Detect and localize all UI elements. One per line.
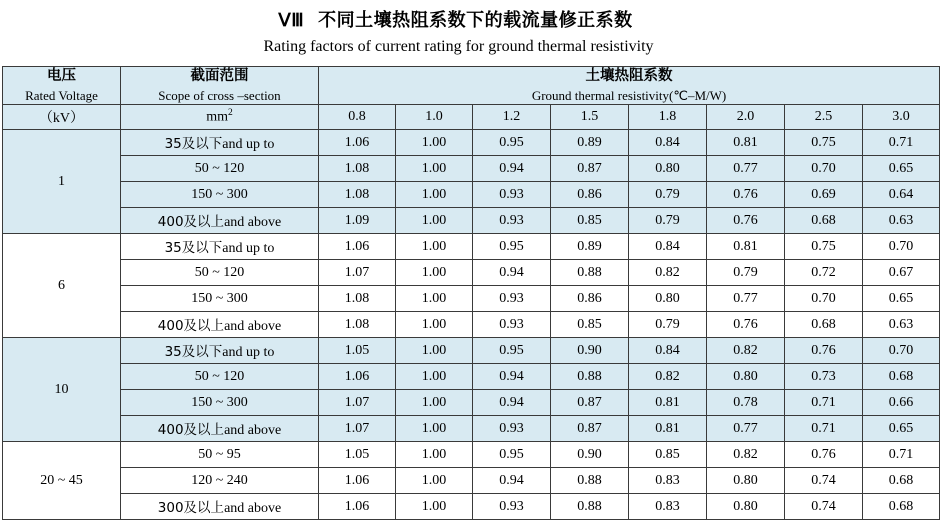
value-cell: 1.06 [319, 494, 396, 520]
value-cell: 0.66 [863, 390, 940, 416]
value-cell: 1.00 [396, 130, 473, 156]
rating-factors-table [2, 66, 940, 520]
value-cell: 0.73 [785, 364, 863, 390]
value-cell: 0.89 [551, 130, 629, 156]
value-cell: 0.83 [629, 468, 707, 494]
value-cell: 1.07 [319, 416, 396, 442]
value-cell: 0.79 [707, 260, 785, 286]
value-cell: 0.85 [551, 208, 629, 234]
voltage-cell: 1 [3, 130, 121, 234]
value-cell: 1.00 [396, 390, 473, 416]
table-row [3, 494, 940, 520]
scope-en: and up to [222, 137, 275, 153]
table-row [3, 312, 940, 338]
value-cell: 1.00 [396, 312, 473, 338]
table-row [3, 364, 940, 390]
value-cell: 1.00 [396, 494, 473, 520]
value-cell: 0.68 [785, 208, 863, 234]
table-row [3, 468, 940, 494]
scope-cell [121, 468, 319, 494]
value-cell: 0.77 [707, 416, 785, 442]
value-cell: 0.68 [785, 312, 863, 338]
title-numeral: ⅤⅢ [278, 10, 305, 30]
scope-en: and up to [222, 241, 275, 257]
value-cell: 0.93 [473, 494, 551, 520]
header-scope-en: Scope of cross –section [158, 87, 281, 103]
scope-cn: 400及以上 [157, 422, 225, 439]
scope-cell [121, 494, 319, 520]
value-cell: 0.85 [629, 442, 707, 468]
value-cell: 1.00 [396, 182, 473, 208]
table-row [3, 130, 940, 156]
value-cell: 0.70 [863, 234, 940, 260]
value-cell: 0.71 [863, 130, 940, 156]
value-cell: 0.93 [473, 416, 551, 442]
title-cn-text: 不同土壤热阻系数下的载流量修正系数 [318, 10, 633, 31]
scope-cn: 35及以下 [164, 136, 223, 153]
header-voltage [3, 67, 121, 105]
header-resistivity [319, 67, 940, 105]
voltage-cell: 20 ~ 45 [3, 442, 121, 520]
value-cell: 0.80 [629, 156, 707, 182]
table-row [3, 208, 940, 234]
scope-en: 50 ~ 120 [194, 161, 245, 177]
value-cell: 1.08 [319, 182, 396, 208]
scope-cn: 35及以下 [164, 344, 223, 361]
value-cell: 0.93 [473, 208, 551, 234]
value-cell: 0.70 [863, 338, 940, 364]
value-cell: 1.00 [396, 156, 473, 182]
value-cell: 0.68 [863, 494, 940, 520]
header-res-5: 2.0 [707, 105, 785, 130]
value-cell: 0.76 [707, 182, 785, 208]
value-cell: 0.68 [863, 364, 940, 390]
scope-en: 150 ~ 300 [191, 395, 248, 411]
value-cell: 1.06 [319, 130, 396, 156]
header-res-7: 3.0 [863, 105, 940, 130]
table-header-row-3 [3, 105, 940, 130]
value-cell: 1.09 [319, 208, 396, 234]
value-cell: 0.87 [551, 156, 629, 182]
value-cell: 0.90 [551, 442, 629, 468]
scope-cell [121, 442, 319, 468]
value-cell: 0.70 [785, 286, 863, 312]
value-cell: 1.00 [396, 286, 473, 312]
value-cell: 0.95 [473, 338, 551, 364]
scope-cell [121, 416, 319, 442]
table-row [3, 234, 940, 260]
scope-en: 150 ~ 300 [191, 291, 248, 307]
value-cell: 0.76 [707, 208, 785, 234]
value-cell: 1.08 [319, 156, 396, 182]
scope-cell [121, 130, 319, 156]
value-cell: 0.72 [785, 260, 863, 286]
value-cell: 0.87 [551, 416, 629, 442]
scope-en: and above [224, 501, 282, 517]
value-cell: 0.77 [707, 156, 785, 182]
value-cell: 0.95 [473, 130, 551, 156]
value-cell: 0.63 [863, 312, 940, 338]
header-res-4: 1.8 [629, 105, 707, 130]
table-row [3, 182, 940, 208]
value-cell: 0.88 [551, 468, 629, 494]
value-cell: 0.75 [785, 234, 863, 260]
header-voltage-unit: （kV） [3, 105, 121, 130]
value-cell: 0.95 [473, 234, 551, 260]
table-row [3, 442, 940, 468]
value-cell: 0.93 [473, 182, 551, 208]
value-cell: 0.76 [785, 338, 863, 364]
value-cell: 0.75 [785, 130, 863, 156]
value-cell: 0.94 [473, 468, 551, 494]
page-title-cn [0, 6, 941, 32]
scope-cell [121, 312, 319, 338]
value-cell: 0.77 [707, 286, 785, 312]
value-cell: 1.08 [319, 286, 396, 312]
value-cell: 0.71 [863, 442, 940, 468]
value-cell: 0.74 [785, 468, 863, 494]
value-cell: 0.90 [551, 338, 629, 364]
value-cell: 1.07 [319, 390, 396, 416]
scope-cell [121, 208, 319, 234]
header-voltage-en: Rated Voltage [25, 87, 98, 103]
value-cell: 0.67 [863, 260, 940, 286]
scope-cell [121, 234, 319, 260]
value-cell: 1.06 [319, 364, 396, 390]
value-cell: 0.79 [629, 312, 707, 338]
value-cell: 0.79 [629, 182, 707, 208]
value-cell: 0.71 [785, 416, 863, 442]
value-cell: 1.00 [396, 234, 473, 260]
value-cell: 0.81 [707, 130, 785, 156]
value-cell: 0.94 [473, 390, 551, 416]
value-cell: 1.00 [396, 260, 473, 286]
value-cell: 0.79 [629, 208, 707, 234]
value-cell: 0.85 [551, 312, 629, 338]
value-cell: 0.89 [551, 234, 629, 260]
scope-cell [121, 182, 319, 208]
value-cell: 0.94 [473, 364, 551, 390]
value-cell: 0.88 [551, 364, 629, 390]
scope-en: and above [224, 319, 282, 335]
value-cell: 0.63 [863, 208, 940, 234]
scope-en: and above [224, 423, 282, 439]
scope-cn: 400及以上 [157, 214, 225, 231]
scope-cell [121, 364, 319, 390]
value-cell: 1.00 [396, 364, 473, 390]
value-cell: 0.71 [785, 390, 863, 416]
table-row [3, 156, 940, 182]
voltage-cell: 6 [3, 234, 121, 338]
value-cell: 0.81 [629, 416, 707, 442]
scope-cell [121, 156, 319, 182]
voltage-cell: 10 [3, 338, 121, 442]
header-resistivity-cn: 土壤热阻系数 [585, 68, 673, 84]
header-scope-unit [121, 105, 319, 130]
value-cell: 0.70 [785, 156, 863, 182]
scope-cell [121, 260, 319, 286]
header-res-2: 1.2 [473, 105, 551, 130]
value-cell: 0.76 [707, 312, 785, 338]
scope-en: 150 ~ 300 [191, 187, 248, 203]
value-cell: 1.05 [319, 442, 396, 468]
value-cell: 1.06 [319, 468, 396, 494]
value-cell: 0.80 [707, 364, 785, 390]
table-row [3, 416, 940, 442]
value-cell: 0.83 [629, 494, 707, 520]
scope-cell [121, 286, 319, 312]
value-cell: 0.81 [707, 234, 785, 260]
value-cell: 0.65 [863, 156, 940, 182]
value-cell: 0.88 [551, 260, 629, 286]
scope-en: 120 ~ 240 [191, 473, 248, 489]
scope-cn: 400及以上 [157, 318, 225, 335]
value-cell: 0.74 [785, 494, 863, 520]
value-cell: 1.00 [396, 208, 473, 234]
value-cell: 0.82 [707, 442, 785, 468]
table-row [3, 338, 940, 364]
value-cell: 0.76 [785, 442, 863, 468]
unit-mm: mm [206, 109, 229, 125]
value-cell: 0.84 [629, 130, 707, 156]
scope-cell [121, 338, 319, 364]
header-res-3: 1.5 [551, 105, 629, 130]
value-cell: 0.93 [473, 286, 551, 312]
value-cell: 1.00 [396, 338, 473, 364]
value-cell: 1.00 [396, 468, 473, 494]
value-cell: 0.82 [707, 338, 785, 364]
header-res-6: 2.5 [785, 105, 863, 130]
scope-cell [121, 390, 319, 416]
table-row [3, 390, 940, 416]
value-cell: 0.80 [707, 494, 785, 520]
value-cell: 0.65 [863, 286, 940, 312]
value-cell: 0.87 [551, 390, 629, 416]
value-cell: 0.78 [707, 390, 785, 416]
value-cell: 0.84 [629, 338, 707, 364]
unit-exponent: 2 [228, 108, 233, 119]
table-row [3, 260, 940, 286]
table-header-row-1 [3, 67, 940, 105]
value-cell: 0.88 [551, 494, 629, 520]
value-cell: 0.64 [863, 182, 940, 208]
header-res-1: 1.0 [396, 105, 473, 130]
value-cell: 0.82 [629, 364, 707, 390]
value-cell: 0.81 [629, 390, 707, 416]
header-scope [121, 67, 319, 105]
scope-cn: 35及以下 [164, 240, 223, 257]
header-voltage-cn: 电压 [47, 68, 76, 84]
title-block [0, 0, 941, 56]
scope-en: 50 ~ 95 [198, 447, 241, 463]
header-res-0: 0.8 [319, 105, 396, 130]
value-cell: 1.08 [319, 312, 396, 338]
scope-en: and up to [222, 345, 275, 361]
table-row [3, 286, 940, 312]
scope-en: 50 ~ 120 [194, 369, 245, 385]
scope-cn: 300及以上 [157, 500, 225, 517]
value-cell: 1.00 [396, 442, 473, 468]
value-cell: 0.65 [863, 416, 940, 442]
scope-en: 50 ~ 120 [194, 265, 245, 281]
value-cell: 0.82 [629, 260, 707, 286]
value-cell: 1.06 [319, 234, 396, 260]
value-cell: 0.93 [473, 312, 551, 338]
value-cell: 0.68 [863, 468, 940, 494]
value-cell: 0.80 [629, 286, 707, 312]
page-title-en: Rating factors of current rating for ground thermal resistivity [263, 38, 654, 55]
value-cell: 0.80 [707, 468, 785, 494]
header-resistivity-en: Ground thermal resistivity(℃–M/W) [531, 87, 727, 103]
scope-en: and above [224, 215, 282, 231]
value-cell: 0.86 [551, 286, 629, 312]
value-cell: 1.00 [396, 416, 473, 442]
header-scope-cn: 截面范围 [190, 68, 249, 84]
value-cell: 0.84 [629, 234, 707, 260]
value-cell: 1.05 [319, 338, 396, 364]
value-cell: 1.07 [319, 260, 396, 286]
value-cell: 0.94 [473, 260, 551, 286]
value-cell: 0.69 [785, 182, 863, 208]
value-cell: 0.95 [473, 442, 551, 468]
value-cell: 0.94 [473, 156, 551, 182]
value-cell: 0.86 [551, 182, 629, 208]
